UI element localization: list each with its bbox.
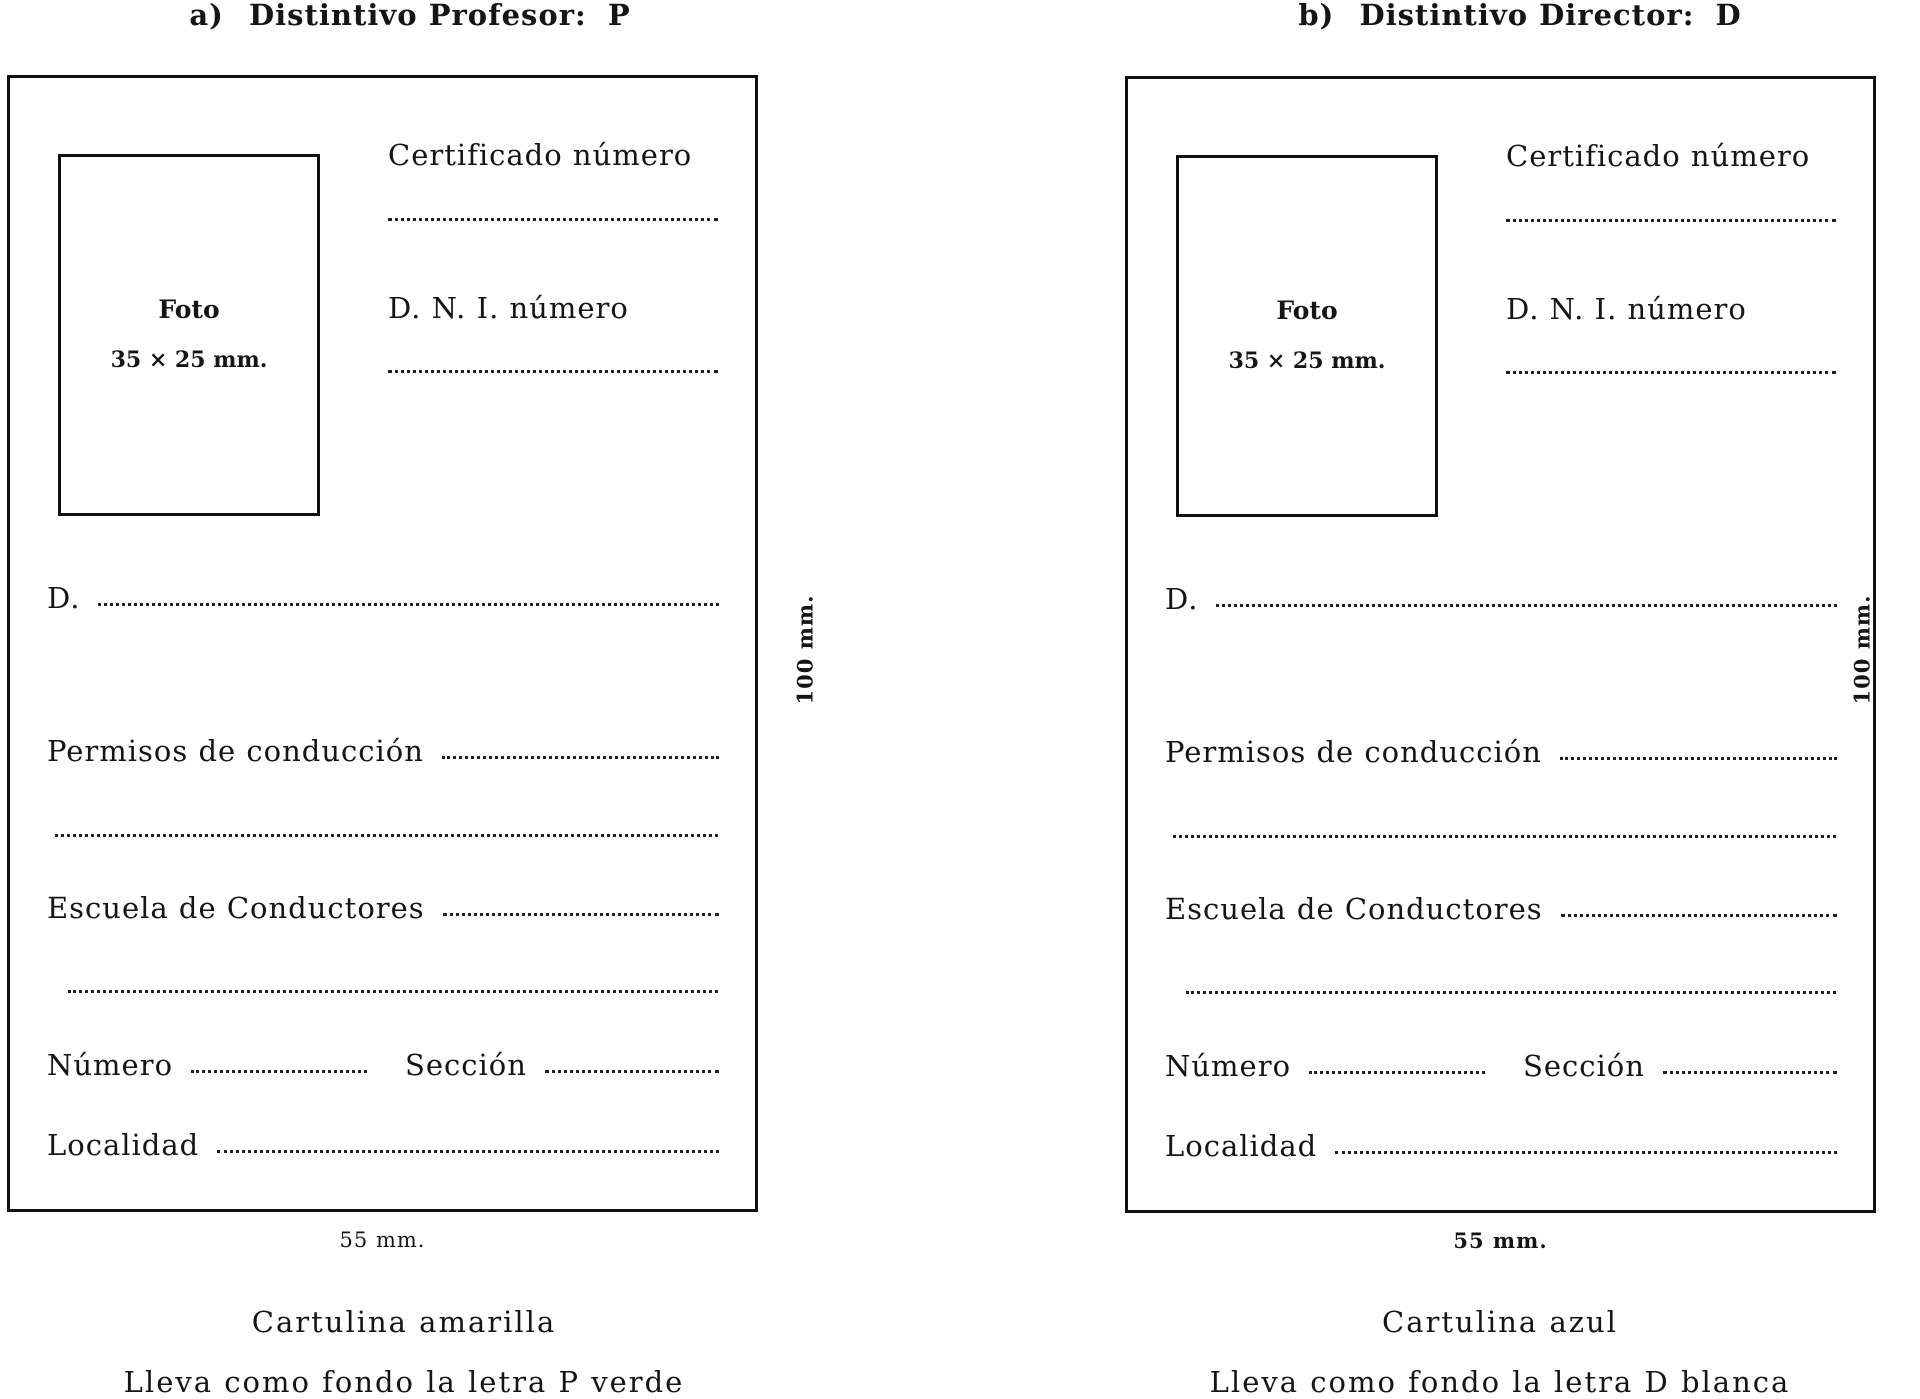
permits-extra-line — [55, 834, 718, 837]
number-fill-line — [1309, 1071, 1485, 1074]
background-letter-caption: Lleva como fondo la letra D blanca — [1209, 1365, 1791, 1399]
heading-letter: P — [607, 0, 631, 32]
photo-label: Foto — [158, 295, 220, 324]
dni-fill-line — [388, 370, 718, 373]
holder-field — [1165, 582, 1837, 616]
panel-heading — [1080, 0, 1920, 30]
holder-label: D. — [47, 581, 81, 615]
width-dimension: 55 mm. — [1453, 1228, 1548, 1253]
heading-letter: D — [1715, 0, 1742, 32]
heading-title: Distintivo Profesor: — [249, 0, 587, 32]
heading-title: Distintivo Director: — [1359, 0, 1695, 32]
section-fill-line — [545, 1070, 719, 1073]
section-label: Sección — [1523, 1049, 1645, 1083]
school-label: Escuela de Conductores — [1165, 892, 1543, 926]
permits-field — [47, 734, 719, 768]
dni-label: D. N. I. número — [1506, 292, 1747, 326]
holder-label: D. — [1165, 582, 1199, 616]
height-dimension: 100 mm. — [1849, 594, 1875, 705]
school-extra-line — [68, 990, 718, 993]
section-field — [1523, 1049, 1837, 1083]
school-field — [47, 891, 719, 925]
locality-field — [1165, 1129, 1837, 1163]
certificate-label: Certificado número — [1506, 139, 1811, 173]
dni-label: D. N. I. número — [388, 291, 629, 325]
badge-card — [1125, 76, 1876, 1213]
locality-label: Localidad — [1165, 1129, 1318, 1163]
heading-prefix: b) — [1298, 0, 1335, 32]
certificate-fill-line — [1506, 219, 1836, 222]
permits-extra-line — [1173, 835, 1836, 838]
permits-fill-line — [442, 756, 719, 759]
certificate-fill-line — [388, 218, 718, 221]
permits-field — [1165, 735, 1837, 769]
panel-heading — [0, 0, 820, 30]
badge-panel-director — [960, 0, 1920, 1399]
number-field — [47, 1048, 367, 1082]
number-label: Número — [47, 1048, 174, 1082]
card-color-caption: Cartulina amarilla — [251, 1305, 557, 1339]
holder-fill-line — [1216, 604, 1837, 607]
photo-size: 35 × 25 mm. — [110, 347, 268, 373]
width-dimension: 55 mm. — [339, 1228, 426, 1252]
photo-label: Foto — [1276, 296, 1338, 325]
locality-fill-line — [1335, 1151, 1837, 1154]
section-label: Sección — [405, 1048, 527, 1082]
school-label: Escuela de Conductores — [47, 891, 425, 925]
permits-fill-line — [1560, 757, 1837, 760]
locality-fill-line — [217, 1150, 719, 1153]
number-field — [1165, 1049, 1485, 1083]
certificate-label: Certificado número — [388, 138, 693, 172]
height-dimension: 100 mm. — [792, 594, 818, 705]
card-color-caption: Cartulina azul — [1382, 1305, 1618, 1339]
heading-prefix: a) — [189, 0, 224, 32]
holder-fill-line — [98, 603, 719, 606]
holder-field — [47, 581, 719, 615]
locality-label: Localidad — [47, 1128, 200, 1162]
permits-label: Permisos de conducción — [47, 734, 424, 768]
section-field — [405, 1048, 719, 1082]
badge-card — [7, 75, 758, 1212]
number-label: Número — [1165, 1049, 1292, 1083]
number-fill-line — [191, 1070, 367, 1073]
school-extra-line — [1186, 991, 1836, 994]
school-fill-line — [443, 913, 719, 916]
dni-fill-line — [1506, 371, 1836, 374]
permits-label: Permisos de conducción — [1165, 735, 1542, 769]
section-fill-line — [1663, 1071, 1837, 1074]
photo-box — [58, 154, 320, 516]
photo-box — [1176, 155, 1438, 517]
school-fill-line — [1561, 914, 1837, 917]
background-letter-caption: Lleva como fondo la letra P verde — [123, 1365, 685, 1399]
locality-field — [47, 1128, 719, 1162]
school-field — [1165, 892, 1837, 926]
photo-size: 35 × 25 mm. — [1228, 348, 1386, 374]
